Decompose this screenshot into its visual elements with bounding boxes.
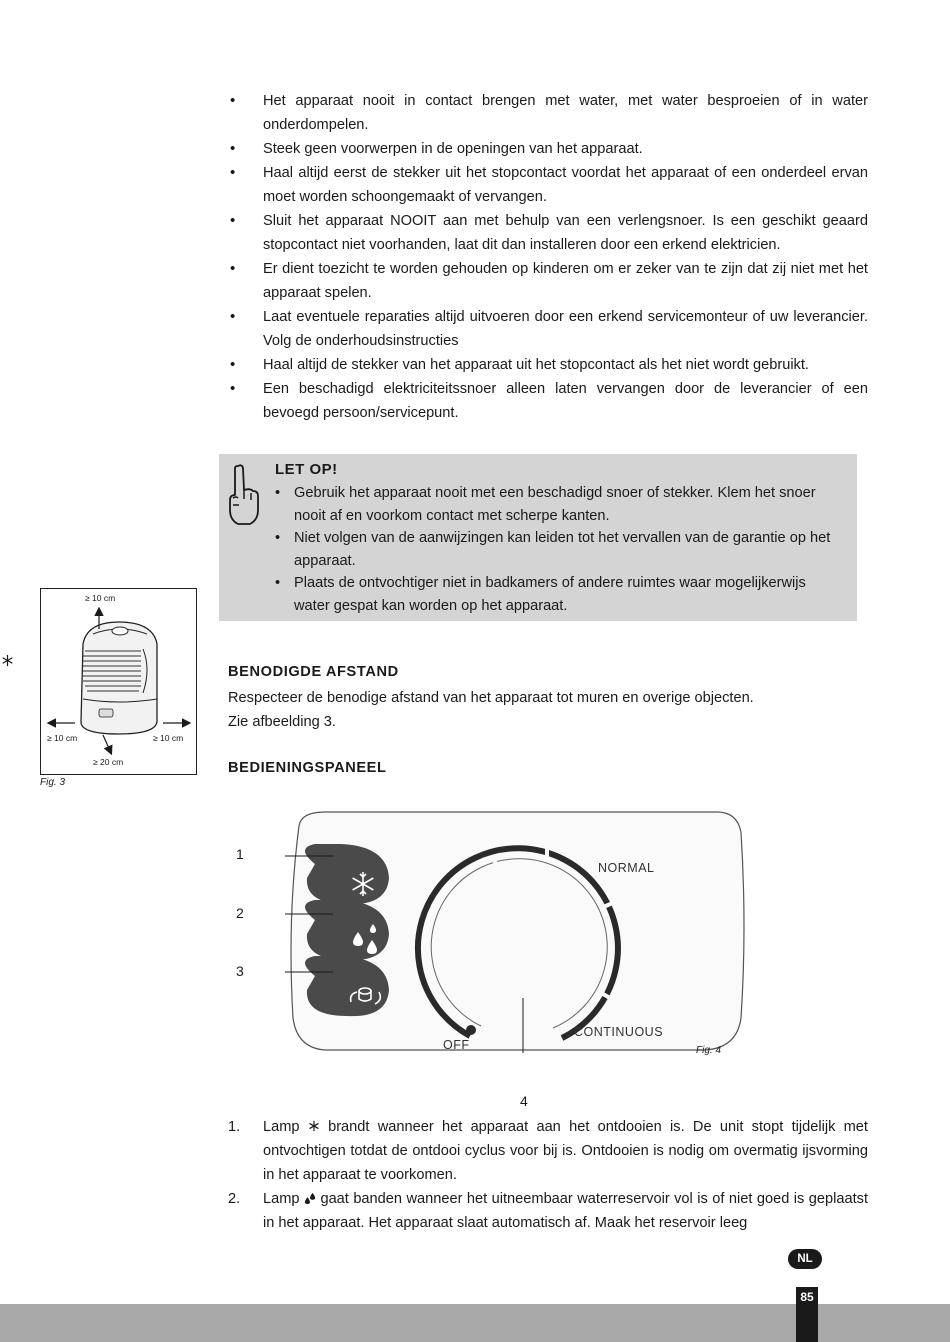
item-text: Lamp (263, 1191, 300, 1207)
paragraph: Respecteer de benodige afstand van het apparaat tot muren en overige objecten. (228, 690, 754, 706)
snowflake-icon (308, 1120, 320, 1132)
warning-title: LET OP! (275, 461, 338, 478)
clearance-bottom-label: ≥ 20 cm (93, 757, 124, 767)
callout-number: 3 (236, 963, 244, 979)
control-panel-diagram (285, 808, 745, 1053)
dial-label-normal: NORMAL (598, 861, 655, 875)
snowflake-icon (1, 654, 14, 667)
list-item (228, 1115, 868, 1187)
language-badge: NL (788, 1249, 822, 1269)
dial-label-continuous: CONTINUOUS (574, 1025, 664, 1039)
callout-number: 1 (236, 846, 244, 862)
section-heading: BENODIGDE AFSTAND (228, 664, 399, 680)
water-drops-icon (304, 1192, 316, 1204)
paragraph: Zie afbeelding 3. (228, 714, 336, 730)
list-item: • Laat eventuele reparaties altijd uitvoeren door een erkend servicemonteur of uw leverancier. Volg de onderhoudsinstructies (228, 305, 868, 353)
list-item: • Niet volgen van de aanwijzingen kan leiden tot het vervallen van de garantie op het apparaat. (275, 527, 845, 572)
page-number: 85 (796, 1287, 818, 1342)
dehumidifier-illustration (41, 589, 196, 774)
item-number: 1. (228, 1119, 241, 1135)
callout-number: 2 (236, 905, 244, 921)
safety-bullet-list (228, 89, 868, 425)
item-text: brandt wanneer het apparaat aan het ontdooien is. De unit stopt tijdelijk met ontvochtigen totdat de ontdooi cyclus voor bij is. Ontdooien is nodig om overmatig ijsvorming in het apparaat te voorkomen. (263, 1119, 868, 1183)
callout-number: 4 (520, 1093, 528, 1109)
list-item: • Er dient toezicht te worden gehouden op kinderen om er zeker van te zijn dat zij niet met het apparaat spelen. (228, 257, 868, 305)
list-item: • Gebruik het apparaat nooit met een beschadigd snoer of stekker. Klem het snoer nooit af en voorkom contact met scherpe kanten. (275, 482, 845, 527)
pointing-hand-icon (225, 463, 261, 527)
list-item: • Haal altijd de stekker van het apparaat uit het stopcontact als het niet wordt gebruikt. (228, 353, 868, 377)
item-text: gaat banden wanneer het uitneembaar waterreservoir vol is of niet goed is geplaatst in het apparaat. Het apparaat slaat automatisch af. Maak het reservoir leeg (263, 1191, 869, 1231)
list-item: • Steek geen voorwerpen in de openingen van het apparaat. (228, 137, 868, 161)
list-item: • Haal altijd eerst de stekker uit het stopcontact voordat het apparaat of een onderdeel ervan moet worden schoongemaakt of vervangen. (228, 161, 868, 209)
list-item: • Een beschadigd elektriciteitssnoer alleen laten vervangen door de leverancier of een bevoegd persoon/servicepunt. (228, 377, 868, 425)
list-item: • Sluit het apparaat NOOIT aan met behulp van een verlengsnoer. Is een geschikt geaard stopcontact niet voorhanden, laat dit dan installeren door een erkend elektricien. (228, 209, 868, 257)
clearance-figure (40, 588, 197, 775)
figure-caption: Fig. 3 (40, 777, 66, 788)
dial-label-off: OFF (443, 1038, 470, 1052)
instruction-list (228, 1115, 868, 1235)
clearance-top-label: ≥ 10 cm (85, 593, 116, 603)
list-item: • Plaats de ontvochtiger niet in badkamers of andere ruimtes waar mogelijkerwijs water gespat kan worden op het apparaat. (275, 572, 845, 617)
item-text: Lamp (263, 1119, 300, 1135)
item-number: 2. (228, 1191, 241, 1207)
warning-box (219, 454, 857, 621)
clearance-right-label: ≥ 10 cm (153, 733, 184, 743)
warning-list (275, 482, 845, 617)
list-item: • Het apparaat nooit in contact brengen met water, met water besproeien of in water onderdompelen. (228, 89, 868, 137)
list-item (228, 1187, 868, 1235)
figure-caption: Fig. 4 (696, 1045, 722, 1056)
section-heading: BEDIENINGSPANEEL (228, 760, 387, 776)
clearance-left-label: ≥ 10 cm (47, 733, 78, 743)
